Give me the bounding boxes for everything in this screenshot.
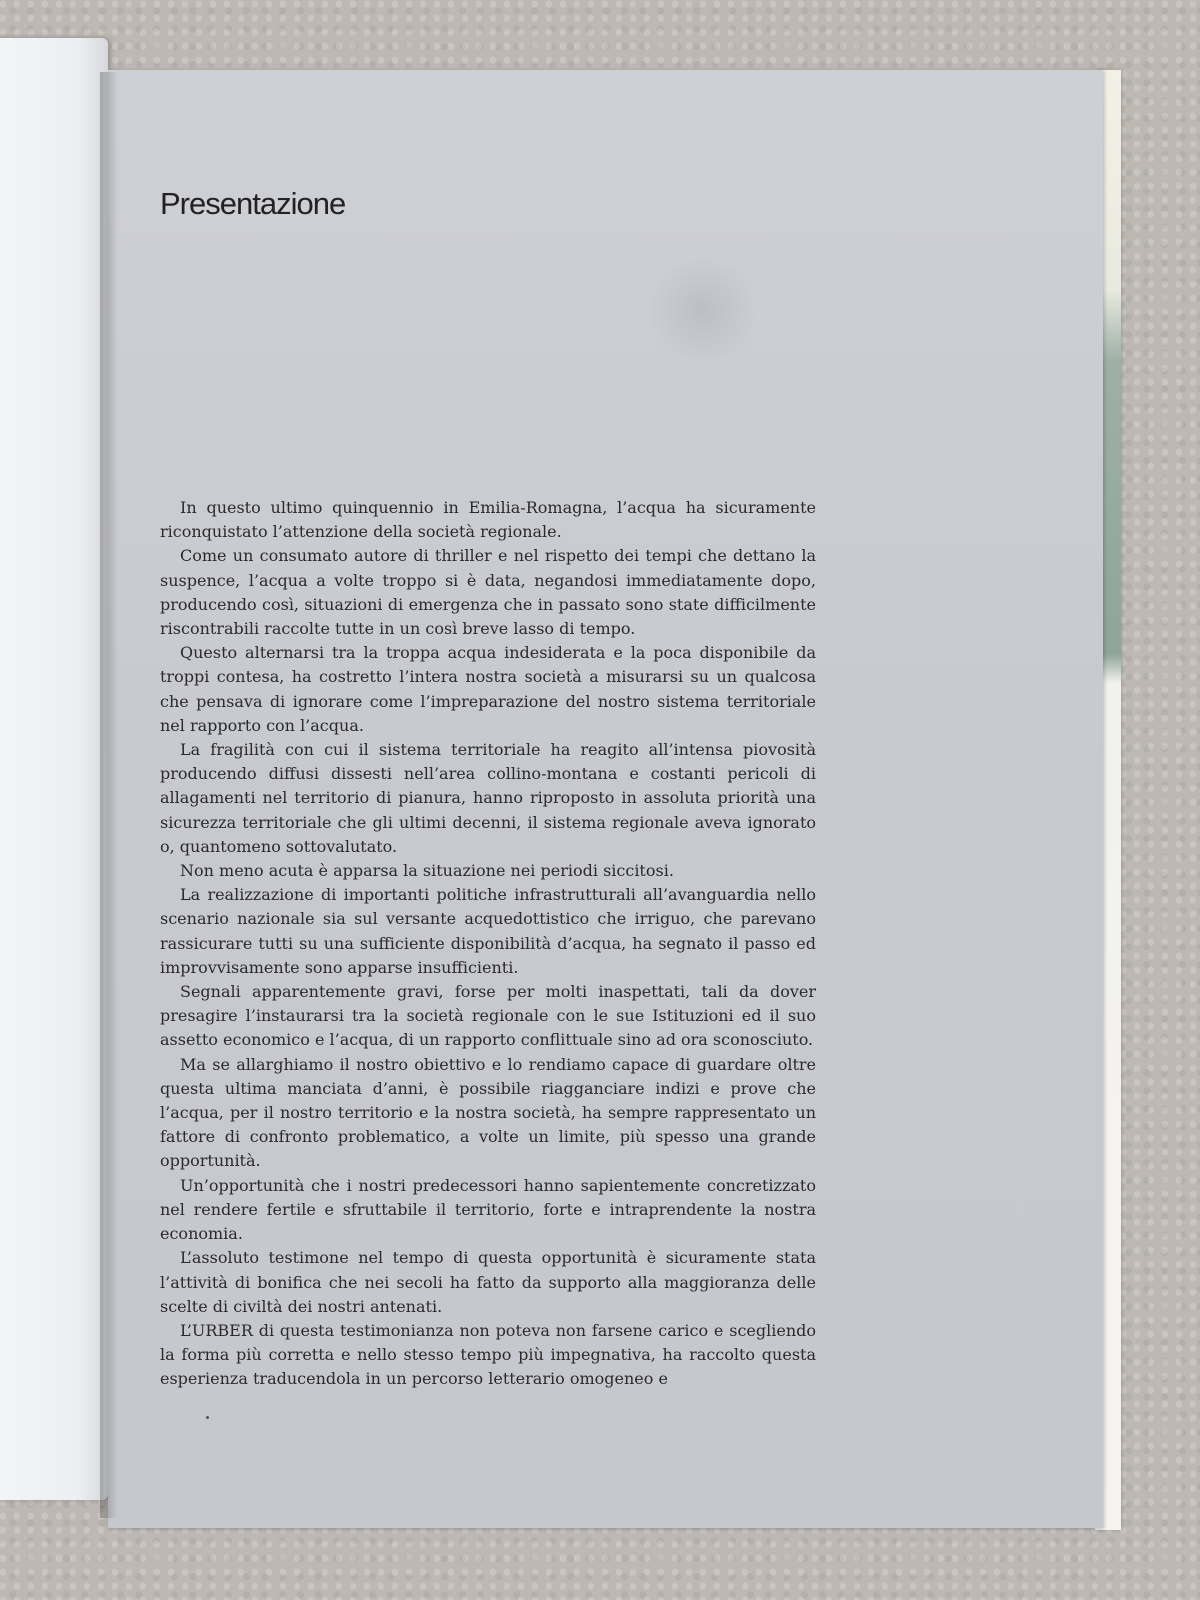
paragraph: Questo alternarsi tra la troppa acqua indesiderata e la poca disponibile da troppi contesa, ha costretto l’intera nostra società a misurarsi su un qualcosa che pensava di ignorare come l’impreparazione del nostro sistema territoriale nel rapporto con l’acqua.: [160, 643, 816, 735]
page-stain: [643, 260, 763, 360]
paragraph: L’assoluto testimone nel tempo di questa opportunità è sicuramente stata l’attività di bonifica che nei secoli ha fatto da supporto alla maggioranza delle scelte di civiltà dei nostri antenati.: [160, 1248, 816, 1316]
spine-shadow: [100, 72, 118, 1518]
left-page: [0, 38, 108, 1500]
paragraph: La realizzazione di importanti politiche infrastrutturali all’avanguardia nello scenario nazionale sia sul versante acquedottistico che irriguo, che parevano rassicurare tutti su una sufficiente disponibilità d’acqua, ha segnato il passo ed improvvisamente sono apparse insufficienti.: [160, 885, 816, 977]
paragraph: Un’opportunità che i nostri predecessori hanno sapientemente concretizzato nel rendere fertile e sfruttabile il territorio, forte e intraprendente la nostra economia.: [160, 1175, 816, 1244]
body-text: [160, 496, 816, 1392]
book-page: [108, 70, 1103, 1528]
ink-dot: [206, 1416, 209, 1419]
paragraph: Non meno acuta è apparsa la situazione nei periodi siccitosi.: [180, 861, 674, 881]
paragraph: La fragilità con cui il sistema territoriale ha reagito all’intensa piovosità producendo diffusi dissesti nell’area collino-montana e costanti pericoli di allagamenti nel territorio di pianura, hanno riproposto in assoluta priorità una sicurezza territoriale che gli ultimi decenni, il sistema regionale aveva ignorato o, quantomeno sottovalutato.: [160, 740, 816, 856]
paragraph: Ma se allarghiamo il nostro obiettivo e lo rendiamo capace di guardare oltre questa ultima manciata d’anni, è possibile riagganciare indizi e prove che l’acqua, per il nostro territorio e la nostra società, ha sempre rappresentato un fattore di confronto problematico, a volte un limite, più spesso una grande opportunità.: [160, 1054, 816, 1171]
page-title: Presentazione: [160, 186, 346, 221]
paragraph: Segnali apparentemente gravi, forse per molti inaspettati, tali da dover presagire l’instaurarsi tra la società regionale con le sue Istituzioni ed il suo assetto economico e l’acqua, di un rapporto conflittuale sino ad ora sconosciuto.: [160, 982, 816, 1050]
paragraph: Come un consumato autore di thriller e nel rispetto dei tempi che dettano la suspence, l’acqua a volte troppo si è data, negandosi immediatamente dopo, producendo così, situazioni di emergenza che in passato sono state difficilmente riscontrabili raccolte tutte in un così breve lasso di tempo.: [160, 546, 816, 639]
paragraph: L’URBER di questa testimonianza non poteva non farsene carico e scegliendo la forma più corretta e nello stesso tempo più impegnativa, ha raccolto questa esperienza traducendola in un percorso letterario omogeneo e: [160, 1320, 816, 1389]
paragraph: In questo ultimo quinquennio in Emilia-Romagna, l’acqua ha sicuramente riconquistato l’attenzione della società regionale.: [160, 498, 816, 542]
